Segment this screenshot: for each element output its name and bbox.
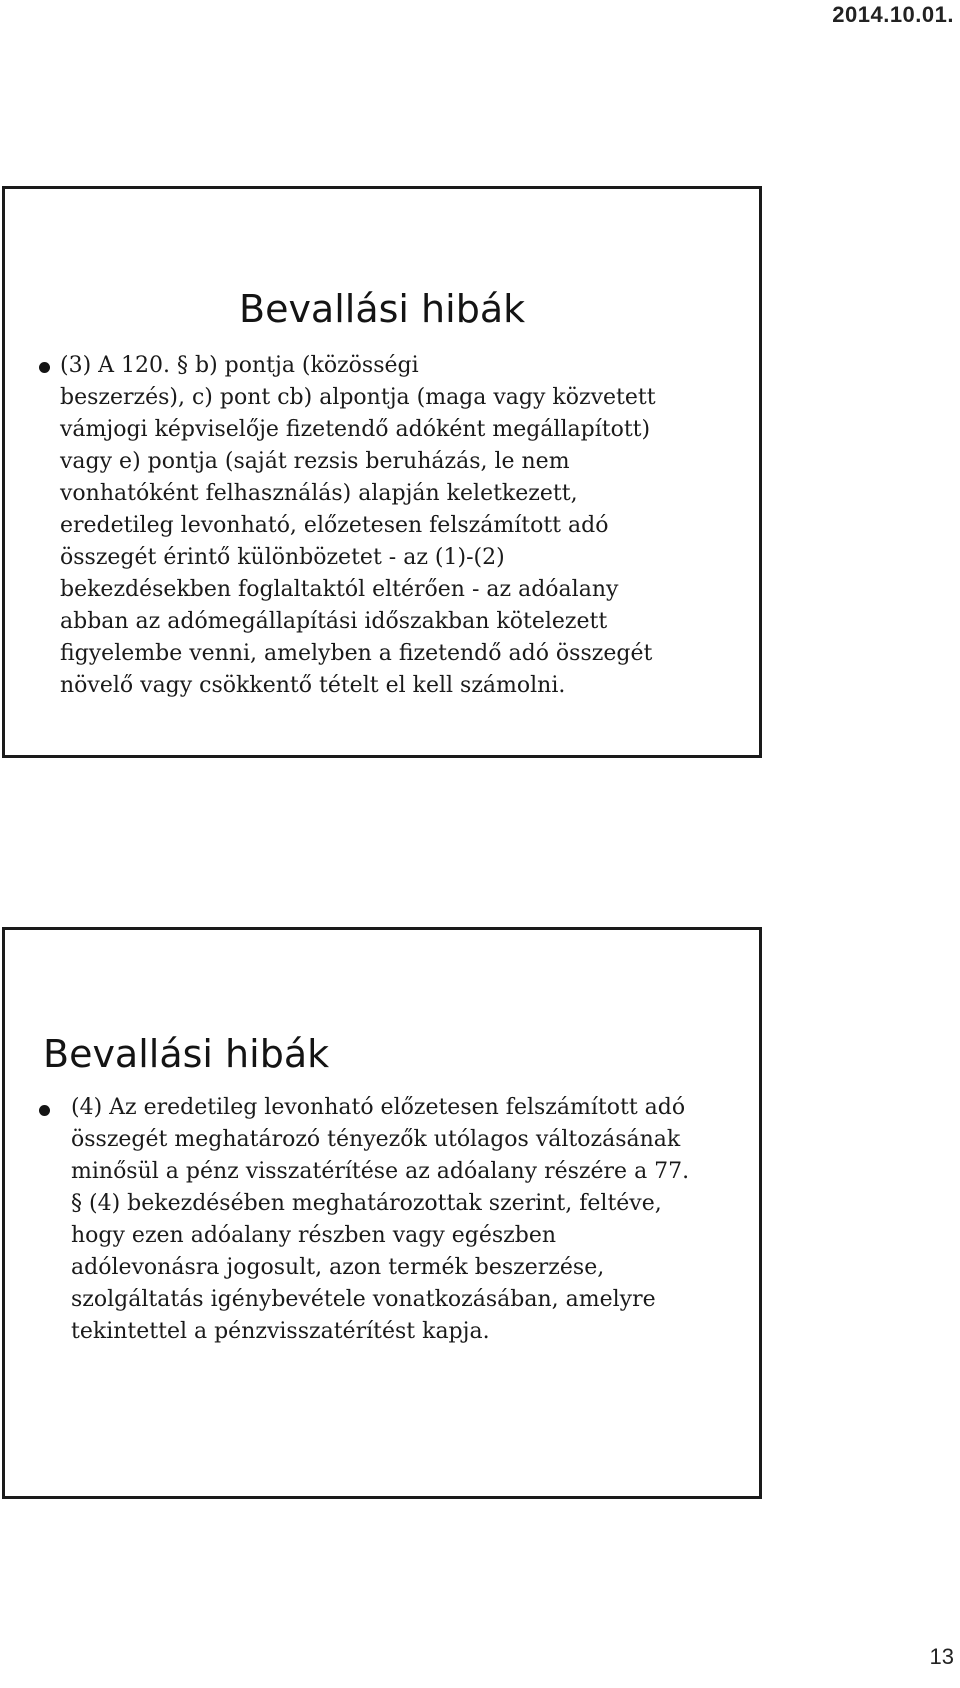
text-line: (4) Az eredetileg levonható előzetesen felszámított adó [71, 1095, 686, 1120]
slide-1 [2, 186, 762, 758]
text-line: figyelembe venni, amelyben a fizetendő adó összegét [60, 641, 653, 666]
text-line: vámjogi képviselője fizetendő adóként megállapított) [60, 417, 651, 442]
text-line: összegét érintő különbözetet - az (1)-(2) [60, 545, 505, 570]
text-line: § (4) bekezdésében meghatározottak szerint, feltéve, [71, 1191, 662, 1216]
bullet-icon [39, 1105, 50, 1116]
slide-body-text [60, 350, 656, 702]
text-line: tekintettel a pénzvisszatérítést kapja. [71, 1319, 490, 1344]
slide-title: Bevallási hibák [43, 1032, 330, 1076]
text-line: összegét meghatározó tényezők utólagos változásának [71, 1127, 681, 1152]
page-date: 2014.10.01. [832, 2, 954, 27]
text-line: (3) A 120. § b) pontja (közösségi [60, 353, 419, 378]
text-line: minősül a pénz visszatérítése az adóalany részére a 77. [71, 1159, 690, 1184]
bullet-icon [39, 362, 50, 373]
slide-body-text [71, 1092, 689, 1348]
slide-title: Bevallási hibák [239, 287, 526, 331]
text-line: abban az adómegállapítási időszakban kötelezett [60, 609, 608, 634]
text-line: beszerzés), c) pont cb) alpontja (maga vagy közvetett [60, 385, 656, 410]
text-line: vagy e) pontja (saját rezsis beruházás, le nem [60, 449, 570, 474]
slide-2 [2, 927, 762, 1499]
text-line: szolgáltatás igénybevétele vonatkozásában, amelyre [71, 1287, 656, 1312]
text-line: adólevonásra jogosult, azon termék beszerzése, [71, 1255, 605, 1280]
text-line: hogy ezen adóalany részben vagy egészben [71, 1223, 557, 1248]
text-line: eredetileg levonható, előzetesen felszámított adó [60, 513, 609, 538]
text-line: vonhatóként felhasználás) alapján keletkezett, [60, 481, 578, 506]
text-line: növelő vagy csökkentő tételt el kell számolni. [60, 673, 566, 698]
text-line: bekezdésekben foglaltaktól eltérően - az adóalany [60, 577, 619, 602]
page-number: 13 [929, 1644, 954, 1669]
